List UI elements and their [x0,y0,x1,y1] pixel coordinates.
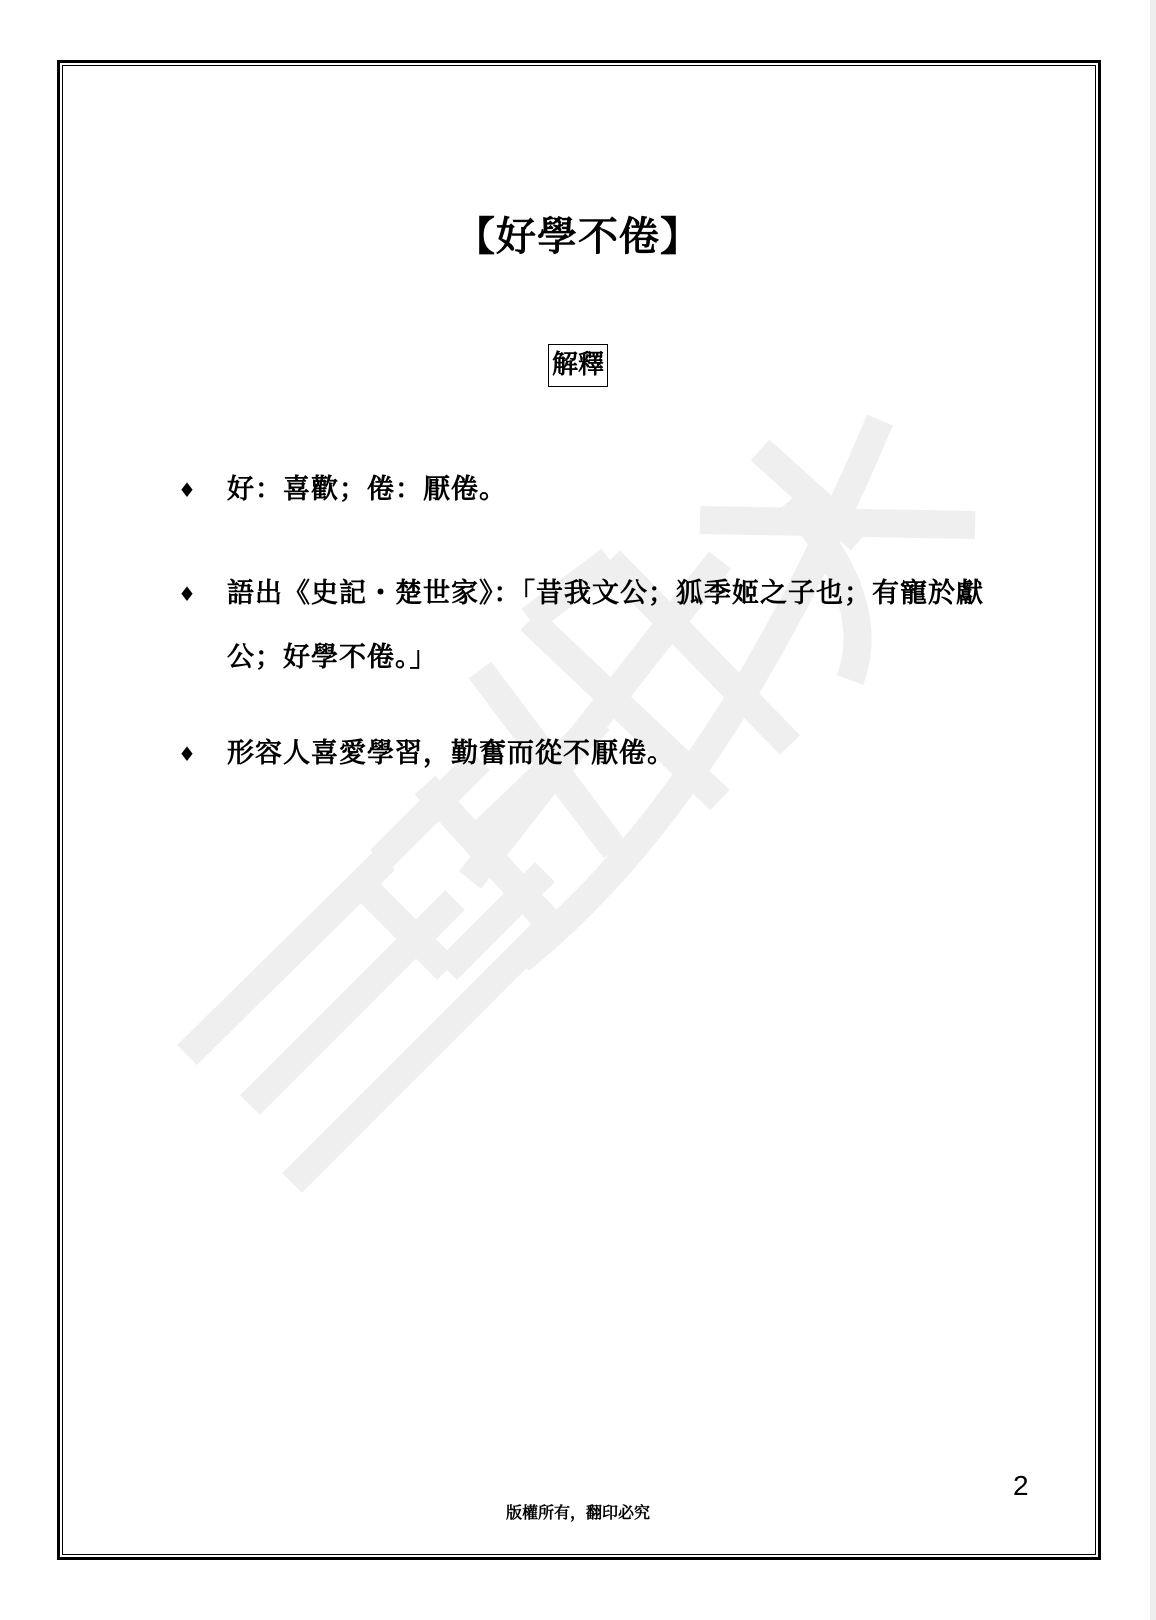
bullet-icon: ♦ [178,582,196,606]
page-number: 2 [1013,1470,1029,1501]
copyright-footer: 版權所有，翻印必究 [505,1503,650,1522]
explanation-item: 語出《史記・楚世家》：「昔我文公；狐季姬之子也；有寵於獻公；好學不倦。」 [227,578,984,673]
page-border-inner [62,65,1096,1555]
section-label-explanation: 解釋 [548,344,608,387]
bullet-icon: ♦ [178,478,196,502]
bullet-icon: ♦ [178,742,196,766]
explanation-item: 好：喜歡；倦：厭倦。 [227,474,507,505]
explanation-item: 形容人喜愛學習，勤奮而從不厭倦。 [227,738,675,769]
page-title: 【好學不倦】 [455,214,701,260]
